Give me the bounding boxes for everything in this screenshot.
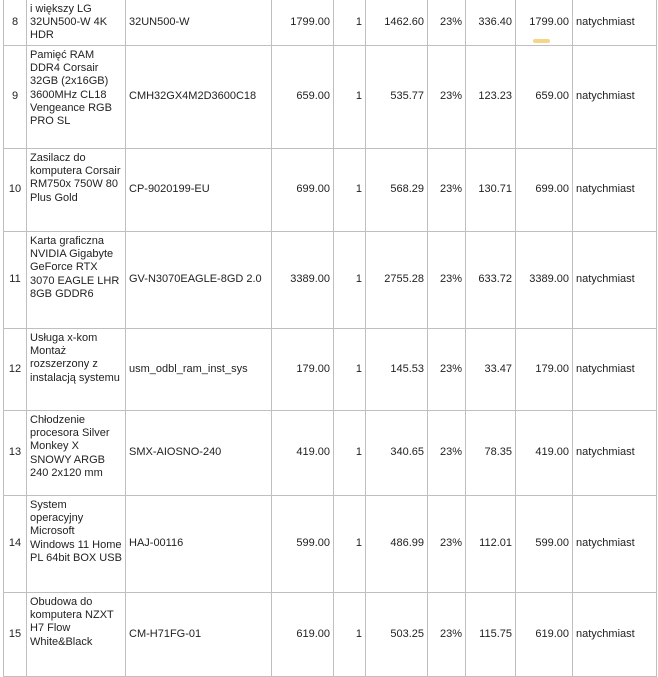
unit-price: 599.00: [272, 496, 334, 593]
table-row: [4, 329, 657, 411]
unit-price: 699.00: [272, 149, 334, 232]
gross-value: 659.00: [516, 46, 573, 149]
product-code: usm_odbl_ram_inst_sys: [126, 329, 272, 411]
row-number: 11: [4, 232, 27, 329]
gross-value: 599.00: [516, 496, 573, 593]
quantity: 1: [334, 0, 366, 46]
quantity: 1: [334, 46, 366, 149]
unit-price: 659.00: [272, 46, 334, 149]
table-row: [4, 411, 657, 496]
quantity: 1: [334, 232, 366, 329]
vat-rate: 23%: [428, 149, 466, 232]
vat-rate: 23%: [428, 0, 466, 46]
vat-rate: 23%: [428, 496, 466, 593]
row-number: 9: [4, 46, 27, 149]
product-name: Usługa x-kom Montaż rozszerzony z instalacją systemu: [27, 329, 126, 411]
product-name: System operacyjny Microsoft Windows 11 Home PL 64bit BOX USB: [27, 496, 126, 593]
vat-rate: 23%: [428, 46, 466, 149]
row-number: 12: [4, 329, 27, 411]
vat-rate: 23%: [428, 411, 466, 496]
net-value: 568.29: [366, 149, 428, 232]
net-value: 486.99: [366, 496, 428, 593]
availability: natychmiast: [573, 232, 657, 329]
net-value: 2755.28: [366, 232, 428, 329]
table-row: [4, 149, 657, 232]
availability: natychmiast: [573, 411, 657, 496]
gross-value: 179.00: [516, 329, 573, 411]
vat-amount: 33.47: [466, 329, 516, 411]
net-value: 1462.60: [366, 0, 428, 46]
product-name: i większy LG 32UN500-W 4K HDR: [27, 0, 126, 46]
product-code: 32UN500-W: [126, 0, 272, 46]
availability: natychmiast: [573, 329, 657, 411]
product-code: HAJ-00116: [126, 496, 272, 593]
product-code: GV-N3070EAGLE-8GD 2.0: [126, 232, 272, 329]
product-code: CP-9020199-EU: [126, 149, 272, 232]
gross-value: 419.00: [516, 411, 573, 496]
table-row: [4, 232, 657, 329]
quantity: 1: [334, 149, 366, 232]
product-name: Pamięć RAM DDR4 Corsair 32GB (2x16GB) 3600MHz CL18 Vengeance RGB PRO SL: [27, 46, 126, 149]
highlight-mark: [533, 39, 550, 43]
quantity: 1: [334, 411, 366, 496]
net-value: 145.53: [366, 329, 428, 411]
availability: natychmiast: [573, 496, 657, 593]
availability: natychmiast: [573, 149, 657, 232]
product-name: Karta graficzna NVIDIA Gigabyte GeForce RTX 3070 EAGLE LHR 8GB GDDR6: [27, 232, 126, 329]
invoice-rows: [4, 0, 657, 677]
quantity: 1: [334, 593, 366, 677]
row-number: 13: [4, 411, 27, 496]
table-row: [4, 593, 657, 677]
gross-value: 1799.00: [516, 0, 573, 46]
product-code: SMX-AIOSNO-240: [126, 411, 272, 496]
product-name: Zasilacz do komputera Corsair RM750x 750W 80 Plus Gold: [27, 149, 126, 232]
invoice-items-table: [3, 0, 657, 677]
quantity: 1: [334, 496, 366, 593]
unit-price: 619.00: [272, 593, 334, 677]
availability: natychmiast: [573, 593, 657, 677]
vat-amount: 336.40: [466, 0, 516, 46]
availability: natychmiast: [573, 0, 657, 46]
gross-value: 619.00: [516, 593, 573, 677]
table-row: [4, 46, 657, 149]
vat-rate: 23%: [428, 232, 466, 329]
gross-value: 699.00: [516, 149, 573, 232]
unit-price: 1799.00: [272, 0, 334, 46]
vat-amount: 130.71: [466, 149, 516, 232]
row-number: 8: [4, 0, 27, 46]
net-value: 535.77: [366, 46, 428, 149]
vat-rate: 23%: [428, 329, 466, 411]
row-number: 14: [4, 496, 27, 593]
vat-amount: 123.23: [466, 46, 516, 149]
row-number: 15: [4, 593, 27, 677]
vat-amount: 633.72: [466, 232, 516, 329]
vat-amount: 115.75: [466, 593, 516, 677]
vat-amount: 78.35: [466, 411, 516, 496]
unit-price: 419.00: [272, 411, 334, 496]
table-row: [4, 496, 657, 593]
product-name: Obudowa do komputera NZXT H7 Flow White&Black: [27, 593, 126, 677]
product-code: CM-H71FG-01: [126, 593, 272, 677]
quantity: 1: [334, 329, 366, 411]
vat-amount: 112.01: [466, 496, 516, 593]
vat-rate: 23%: [428, 593, 466, 677]
net-value: 340.65: [366, 411, 428, 496]
availability: natychmiast: [573, 46, 657, 149]
table-row: [4, 0, 657, 46]
product-code: CMH32GX4M2D3600C18: [126, 46, 272, 149]
unit-price: 179.00: [272, 329, 334, 411]
gross-value: 3389.00: [516, 232, 573, 329]
unit-price: 3389.00: [272, 232, 334, 329]
product-name: Chłodzenie procesora Silver Monkey X SNOWY ARGB 240 2x120 mm: [27, 411, 126, 496]
row-number: 10: [4, 149, 27, 232]
net-value: 503.25: [366, 593, 428, 677]
